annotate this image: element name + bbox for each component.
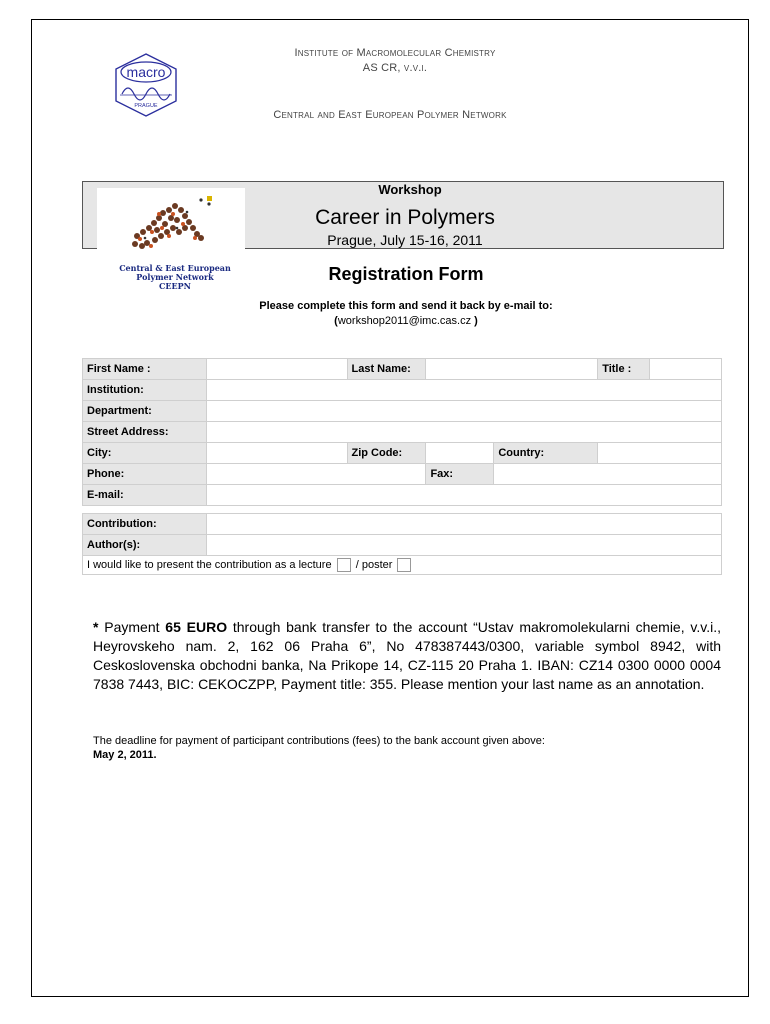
table-row <box>83 401 722 422</box>
email-label: E-mail: <box>83 485 207 506</box>
authors-label: Author(s): <box>83 535 207 556</box>
table-row <box>83 556 722 575</box>
macro-logo-subtext: PRAGUE <box>134 103 158 109</box>
payment-paragraph <box>93 618 721 694</box>
presentation-type-row <box>83 556 722 575</box>
polymer-image <box>97 188 245 253</box>
institution-field[interactable] <box>206 380 721 401</box>
table-row <box>83 535 722 556</box>
contribution-label: Contribution: <box>83 514 207 535</box>
institute-subname: AS CR, v.v.i. <box>362 62 428 74</box>
form-email[interactable]: workshop2011@imc.cas.cz <box>337 315 472 327</box>
workshop-place-date: Prague, July 15-16, 2011 <box>327 232 483 248</box>
payment-details: through bank transfer to the account “Ustav makromolekularni chemie, v.v.i., Heyrovskeho nam. 2, 162 06 Praha 6”, No 478387443/0300, variable symbol 8942, with Ceskoslovenska obchodni banka, Na Prikope 14, CZ-115 20 Praha 1. IBAN: CZ14 0300 0000 0004 7838 7443, BIC: CEKOCZPP, Payment title: 355. Please mention your last name as an annotation. <box>93 619 721 692</box>
authors-field[interactable] <box>206 535 721 556</box>
title-field[interactable] <box>650 359 722 380</box>
form-email-line <box>200 315 612 327</box>
ceepn-logo-line2: Polymer Network <box>136 272 214 282</box>
ceepn-logo-line3: CEEPN <box>159 281 191 291</box>
table-row <box>83 359 722 380</box>
city-label: City: <box>83 443 207 464</box>
form-title: Registration Form <box>328 264 484 284</box>
deadline-text: The deadline for payment of participant contributions (fees) to the bank account given above: <box>93 735 545 747</box>
street-address-field[interactable] <box>206 422 721 443</box>
table-row <box>83 443 722 464</box>
poster-checkbox[interactable] <box>397 558 411 572</box>
personal-info-table <box>82 358 722 506</box>
macro-logo-text: macro <box>126 64 166 80</box>
email-open-paren: ( <box>334 315 338 327</box>
page-border <box>31 19 749 997</box>
table-row <box>83 380 722 401</box>
form-instruction: Please complete this form and send it back by e-mail to: <box>259 300 553 312</box>
city-field[interactable] <box>206 443 347 464</box>
payment-star: * <box>93 619 99 635</box>
workshop-title: Career in Polymers <box>315 206 495 229</box>
payment-pre: Payment <box>98 619 166 635</box>
fax-label: Fax: <box>426 464 494 485</box>
street-address-label: Street Address: <box>83 422 207 443</box>
zip-code-field[interactable] <box>426 443 494 464</box>
fax-field[interactable] <box>494 464 722 485</box>
deadline-date: May 2, 2011. <box>93 749 157 761</box>
lecture-checkbox[interactable] <box>337 558 351 572</box>
department-field[interactable] <box>206 401 721 422</box>
first-name-label: First Name : <box>83 359 207 380</box>
zip-code-label: Zip Code: <box>347 443 426 464</box>
table-row <box>83 485 722 506</box>
country-label: Country: <box>494 443 598 464</box>
phone-label: Phone: <box>83 464 207 485</box>
country-field[interactable] <box>598 443 722 464</box>
title-label: Title : <box>598 359 650 380</box>
department-label: Department: <box>83 401 207 422</box>
workshop-label: Workshop <box>378 182 442 197</box>
institution-label: Institution: <box>83 380 207 401</box>
payment-amount: 65 EURO <box>165 619 228 635</box>
macro-logo <box>108 52 184 118</box>
ceepn-logo-line1: Central & East European <box>119 263 231 273</box>
table-row <box>83 514 722 535</box>
phone-field[interactable] <box>206 464 426 485</box>
email-close-paren: ) <box>471 315 478 327</box>
presentation-type-text: I would like to present the contribution as a lecture <box>87 558 332 571</box>
network-name: Central and East European Polymer Network <box>273 109 507 121</box>
last-name-label: Last Name: <box>347 359 426 380</box>
table-row <box>83 464 722 485</box>
institute-name: Institute of Macromolecular Chemistry <box>294 47 496 59</box>
table-row <box>83 422 722 443</box>
contribution-field[interactable] <box>206 514 721 535</box>
contribution-table <box>82 513 722 575</box>
first-name-field[interactable] <box>206 359 347 380</box>
email-field[interactable] <box>206 485 721 506</box>
poster-text: / poster <box>355 558 393 571</box>
ceepn-logo <box>100 264 250 291</box>
last-name-field[interactable] <box>426 359 598 380</box>
